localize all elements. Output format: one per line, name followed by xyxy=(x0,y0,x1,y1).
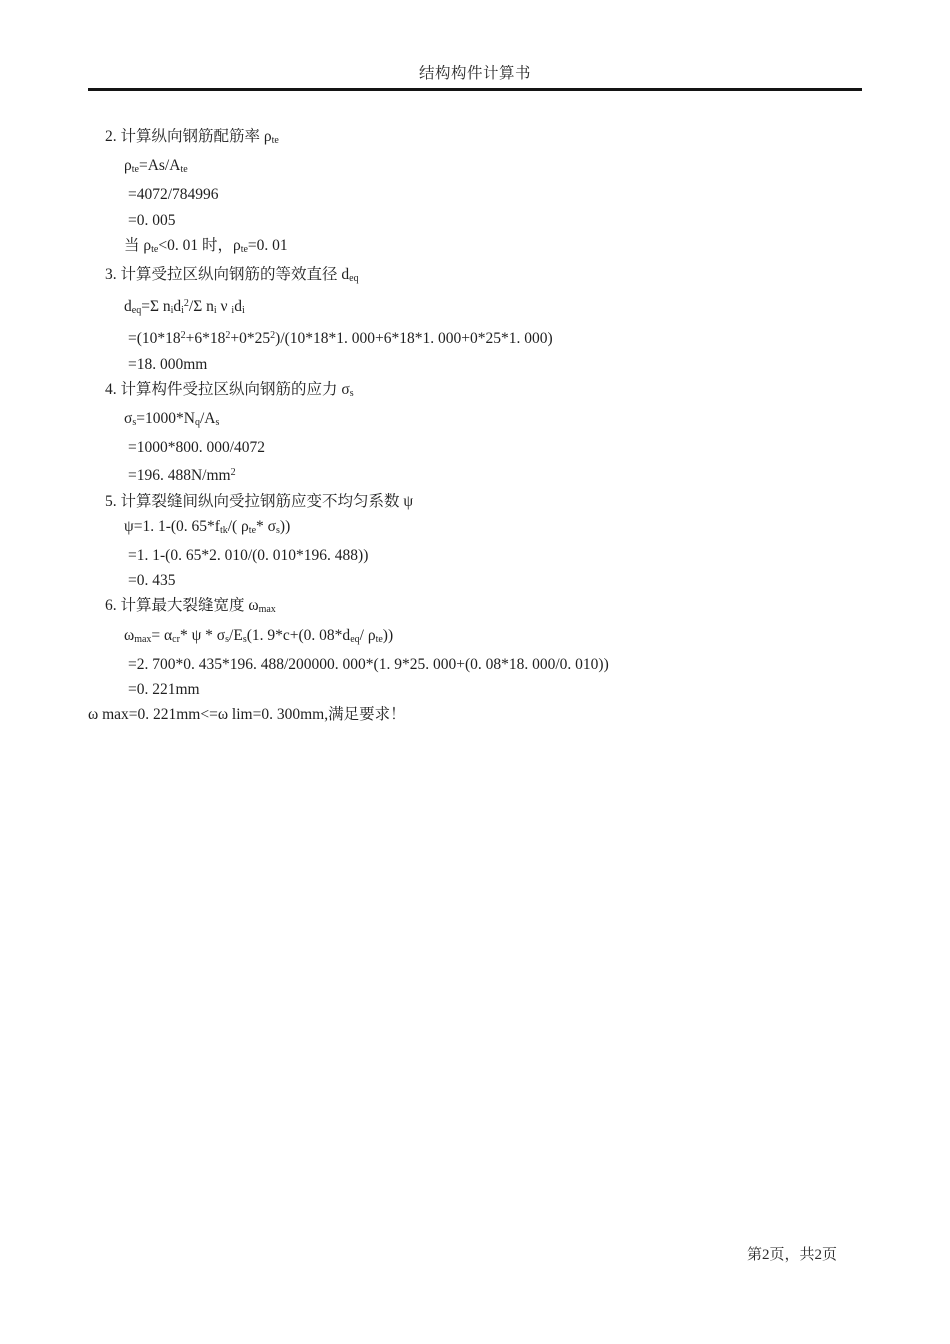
header-rule xyxy=(88,88,862,91)
calc-segment-sub: q xyxy=(194,417,200,429)
calc-segment-sub: s xyxy=(242,633,247,645)
calc-segment-sub: te xyxy=(375,633,383,645)
calc-segment: 4. 计算构件受拉区纵向钢筋的应力 σ xyxy=(105,380,350,398)
calc-segment: +6*18 xyxy=(185,330,226,348)
calc-segment-sub: i xyxy=(231,305,235,317)
calc-segment: ψ=1. 1-(0. 65*f xyxy=(124,517,220,535)
calc-segment: =1. 1-(0. 65*2. 010/(0. 010*196. 488)) xyxy=(128,547,369,565)
calc-segment: =Σ n xyxy=(141,298,171,316)
calc-segment-sub: s xyxy=(276,524,280,536)
calc-segment-sub: te xyxy=(240,243,248,255)
calc-segment: =0. 435 xyxy=(128,572,176,590)
calc-segment-sub: s xyxy=(349,387,354,399)
calc-line xyxy=(88,568,888,593)
calc-line xyxy=(88,652,888,677)
calc-segment: )) xyxy=(382,626,394,644)
calc-segment: +0*25 xyxy=(230,330,271,348)
calc-segment: =As/A xyxy=(138,157,181,175)
calc-segment-sub: max xyxy=(134,633,152,645)
calc-segment: 3. 计算受拉区纵向钢筋的等效直径 d xyxy=(105,266,350,284)
calc-line xyxy=(88,543,888,568)
calc-segment: = α xyxy=(151,626,173,644)
calc-segment-sub: cr xyxy=(172,633,180,645)
page-number-text: 第2页，共2页 xyxy=(746,1247,837,1263)
calc-line xyxy=(88,124,888,153)
calc-segment: =1000*800. 000/4072 xyxy=(128,439,266,457)
calc-segment-sup: 2 xyxy=(230,467,236,479)
calc-line xyxy=(88,623,888,652)
calc-segment-sub: s xyxy=(215,417,220,429)
calc-line xyxy=(88,323,888,351)
calc-segment: /A xyxy=(199,410,216,428)
calc-segment: 5. 计算裂缝间纵向受拉钢筋应变不均匀系数 ψ xyxy=(105,492,414,510)
calc-segment-sub: s xyxy=(225,633,230,645)
calc-segment: * ψ * σ xyxy=(179,626,226,644)
calc-line xyxy=(88,435,888,460)
calc-segment: 2. 计算纵向钢筋配筋率 ρ xyxy=(105,128,272,145)
calc-segment-sub: i xyxy=(170,305,174,317)
calc-line xyxy=(88,262,888,291)
calc-line xyxy=(88,514,888,543)
calc-segment: d xyxy=(234,298,242,316)
calc-segment: =0. 01 xyxy=(247,236,288,254)
calc-segment: <0. 01 时，ρ xyxy=(158,236,241,254)
calc-segment: =2. 700*0. 435*196. 488/200000. 000*(1. 9*25. 000+(0. 08*18. 000/0. 010)) xyxy=(128,655,609,673)
calc-segment: 6. 计算最大裂缝宽度 ω xyxy=(105,597,259,615)
calc-segment: 当 ρ xyxy=(124,236,152,254)
calc-segment-sub: i xyxy=(181,305,184,317)
calc-segment: )) xyxy=(279,517,291,535)
calc-segment: / ρ xyxy=(359,626,376,644)
calc-line xyxy=(88,352,888,377)
calc-segment: (1. 9*c+(0. 08*d xyxy=(246,626,351,644)
calc-line xyxy=(88,702,888,727)
calc-segment: =0. 221mm xyxy=(128,681,200,699)
calc-line xyxy=(88,182,888,207)
calc-line xyxy=(88,153,888,182)
document-body xyxy=(88,124,888,727)
calc-segment-sub: te xyxy=(151,243,159,255)
calc-segment-sup: 2 xyxy=(225,330,231,342)
calc-line xyxy=(88,291,888,323)
calc-segment: )/(10*18*1. 000+6*18*1. 000+0*25*1. 000) xyxy=(275,330,553,348)
calc-segment-sub: eq xyxy=(350,633,360,645)
calc-line xyxy=(88,406,888,435)
calc-segment: ρ xyxy=(124,157,132,175)
calc-line xyxy=(88,208,888,233)
calc-segment: /E xyxy=(229,626,243,644)
calc-segment: =0. 005 xyxy=(128,211,176,229)
page-footer xyxy=(747,1245,837,1265)
calc-segment: =18. 000mm xyxy=(128,355,208,373)
calc-segment-sub: i xyxy=(241,305,245,317)
calc-line xyxy=(88,677,888,702)
calc-segment-sub: s xyxy=(132,417,137,429)
calc-segment-sub: eq xyxy=(349,273,359,285)
calc-line xyxy=(88,233,888,262)
document-title: 结构构件计算书 xyxy=(418,65,531,82)
calc-segment-sub: tk xyxy=(219,524,228,536)
calc-segment: * σ xyxy=(256,517,276,535)
calc-segment-sup: 2 xyxy=(183,298,189,310)
calc-segment: =4072/784996 xyxy=(128,186,219,204)
calc-segment: ω max=0. 221mm<=ω lim=0. 300mm,满足要求！ xyxy=(88,706,406,724)
calc-segment-sub: i xyxy=(213,305,217,317)
calc-segment: /( ρ xyxy=(227,517,249,535)
calc-segment: d xyxy=(124,298,132,316)
calc-line xyxy=(88,489,888,514)
calc-segment-sup: 2 xyxy=(180,330,186,342)
calc-segment-sub: max xyxy=(258,604,276,616)
calc-line xyxy=(88,593,888,622)
calc-segment: =1000*N xyxy=(136,410,195,428)
calc-segment: ν xyxy=(216,298,232,316)
calc-segment-sub: eq xyxy=(131,305,142,317)
calc-segment-sub: te xyxy=(271,135,279,146)
calc-segment-sub: te xyxy=(180,164,188,176)
calc-segment: σ xyxy=(124,410,133,428)
calc-segment: d xyxy=(173,298,182,316)
calc-segment-sub: te xyxy=(248,524,257,536)
calc-segment: =(10*18 xyxy=(128,330,181,348)
calc-line xyxy=(88,377,888,406)
calc-segment-sup: 2 xyxy=(270,330,276,342)
calc-line xyxy=(88,460,888,488)
calc-segment-sub: te xyxy=(131,164,139,176)
calc-segment: /Σ n xyxy=(188,298,214,316)
calc-segment: =196. 488N/mm xyxy=(128,467,231,485)
calc-segment: ω xyxy=(124,626,135,644)
